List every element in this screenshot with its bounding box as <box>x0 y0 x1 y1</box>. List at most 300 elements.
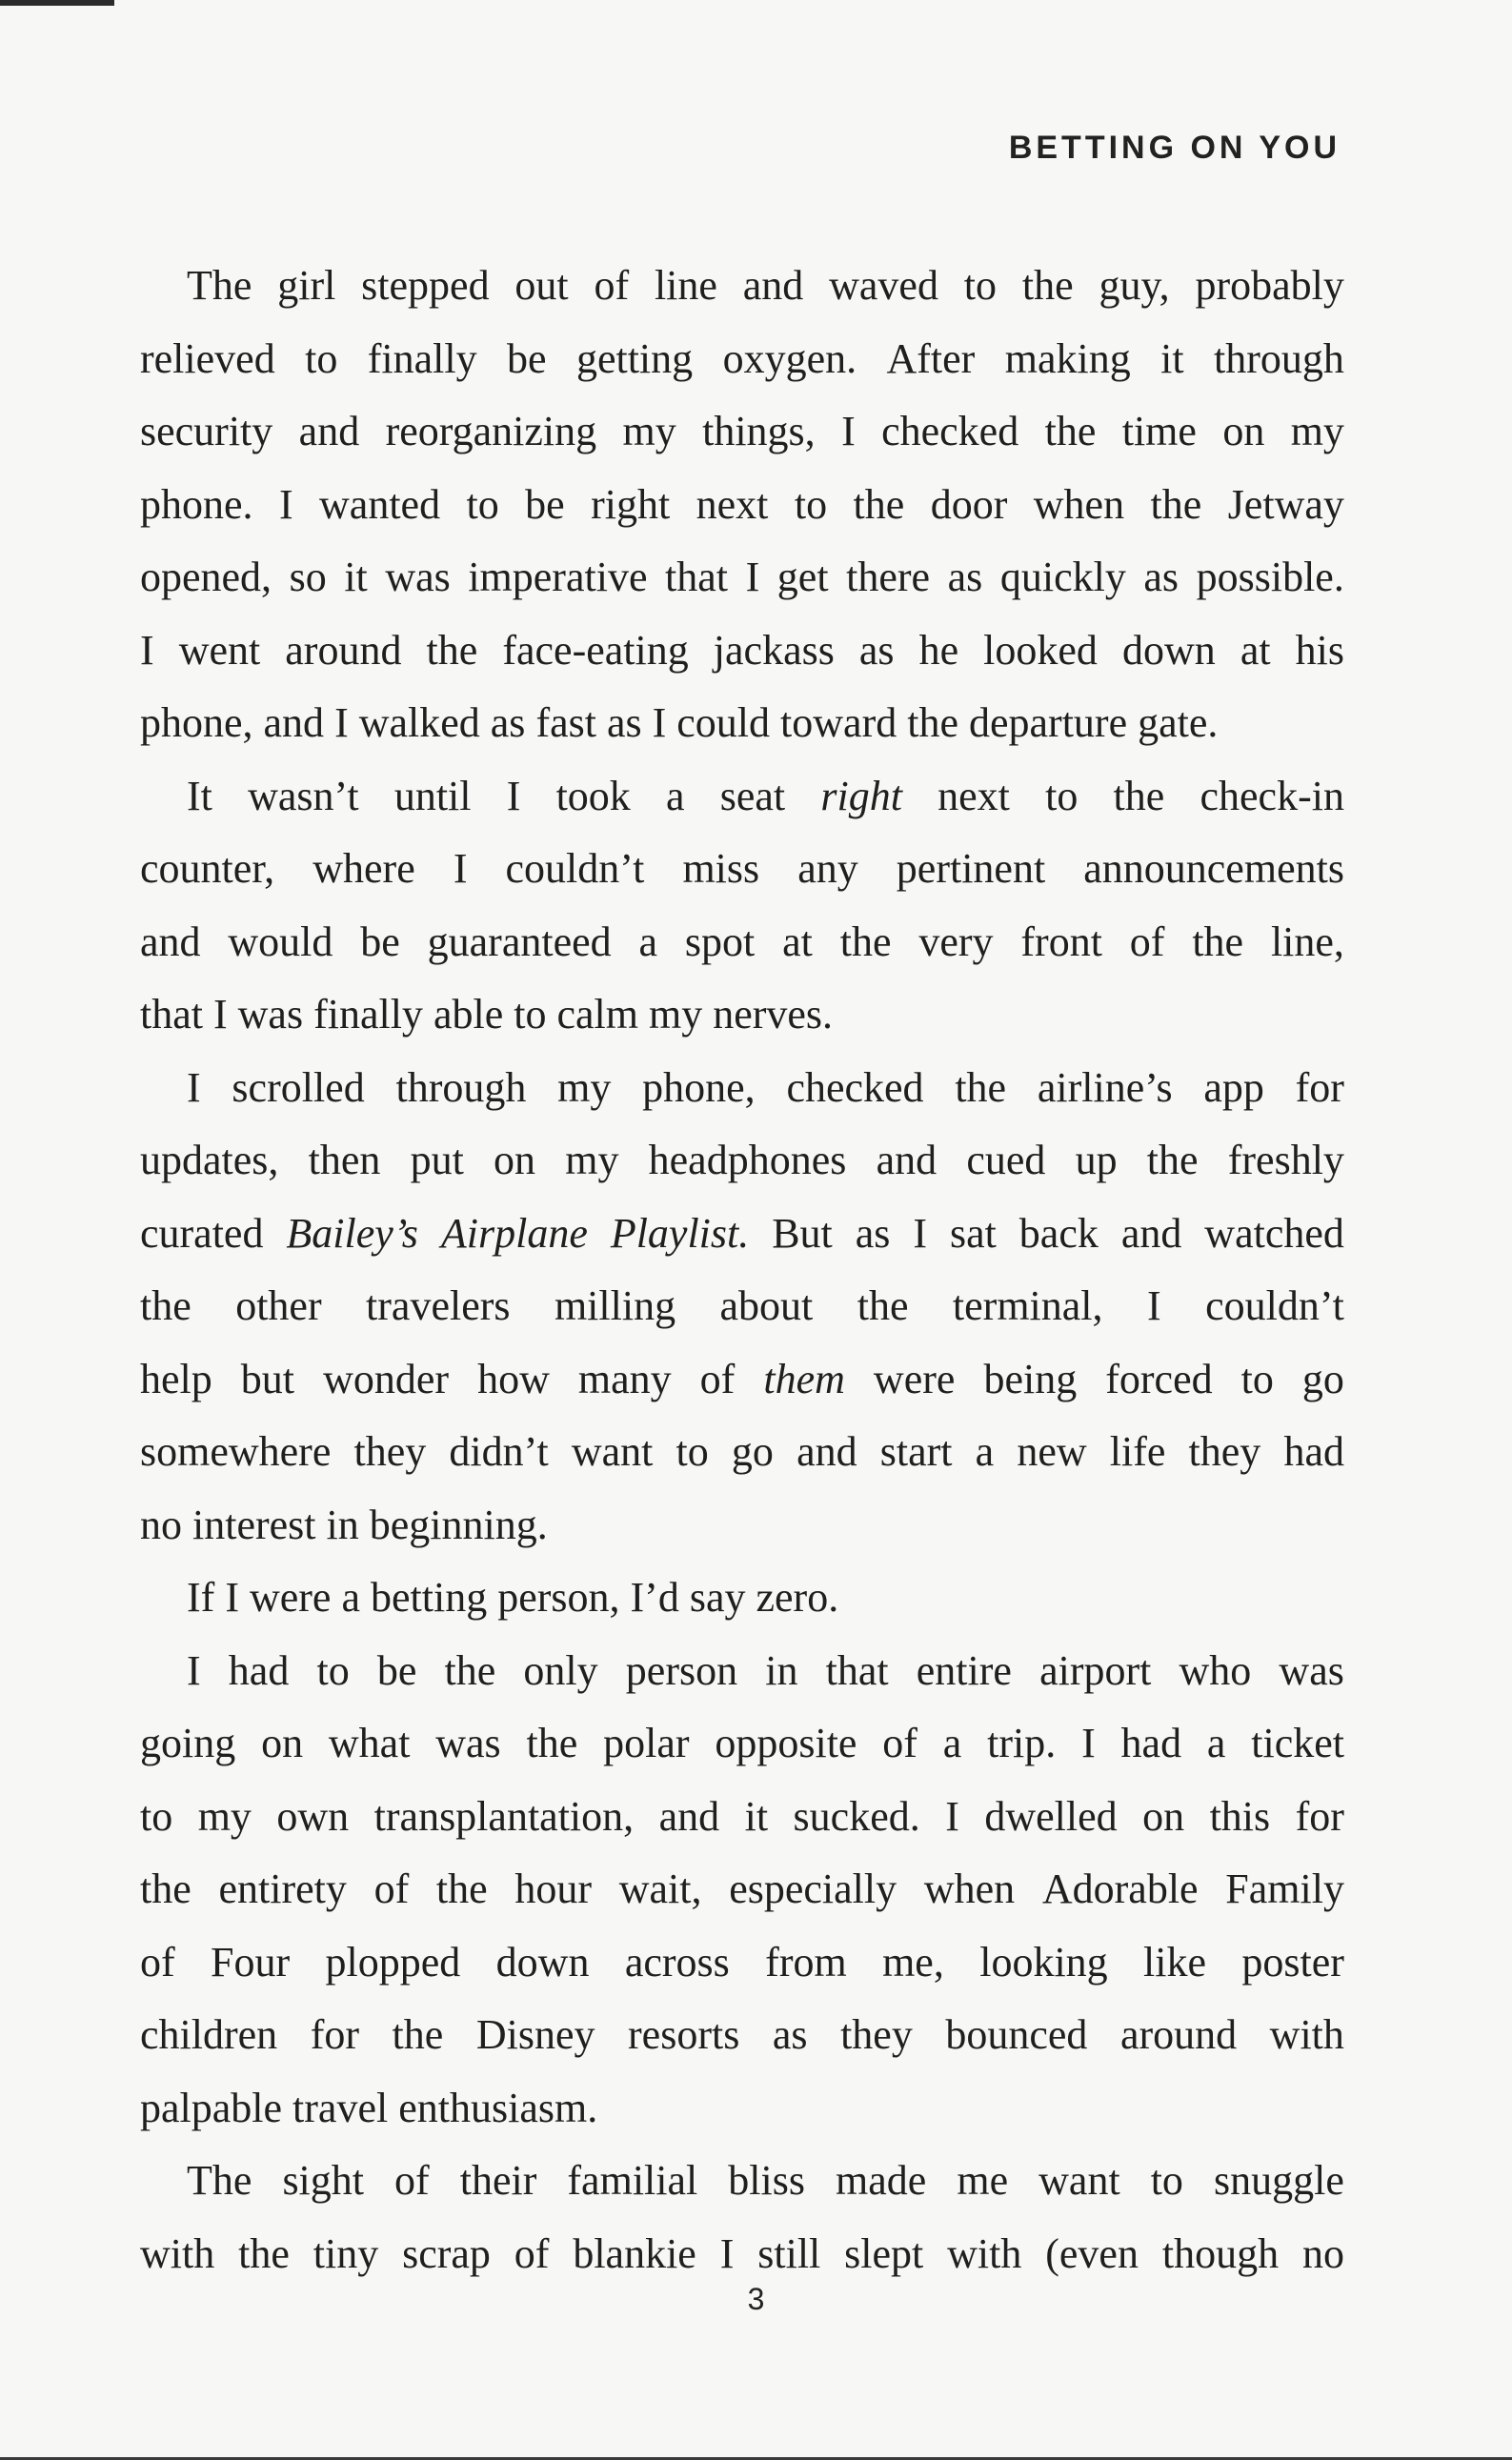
word: I <box>1146 1282 1161 1329</box>
word: go <box>731 1428 774 1475</box>
word: calm <box>556 991 638 1038</box>
word: relieved <box>140 334 275 382</box>
word: gate. <box>1138 699 1219 746</box>
word: to <box>675 1428 709 1475</box>
word: pertinent <box>896 845 1046 892</box>
word: resorts <box>628 2011 740 2058</box>
word: in <box>765 1646 798 1694</box>
word: until <box>393 772 472 819</box>
text-line <box>140 1052 1344 1125</box>
top-edge-rule <box>0 0 114 6</box>
word: down <box>495 1938 590 1986</box>
word: back <box>1018 1209 1099 1257</box>
word: didn’t <box>449 1428 549 1475</box>
word: things, <box>702 408 816 454</box>
word: quickly <box>999 554 1126 600</box>
word: was <box>1279 1646 1344 1694</box>
word: phone, <box>642 1063 756 1111</box>
word: be <box>376 1646 417 1694</box>
word: the <box>839 917 892 965</box>
word: forced <box>1105 1355 1213 1402</box>
word: miss <box>682 845 760 892</box>
word: spot <box>684 917 756 965</box>
text-line <box>140 2218 1344 2291</box>
word: as <box>1143 554 1179 600</box>
word: through <box>395 1063 527 1111</box>
word: Four <box>211 1938 291 1986</box>
word: blankie <box>573 2229 696 2277</box>
word: poster <box>1241 1938 1344 1986</box>
word: travel <box>292 2084 389 2131</box>
word: still <box>757 2229 821 2277</box>
word: scrap <box>402 2229 491 2277</box>
word: on <box>494 1137 536 1183</box>
word: and <box>742 262 804 309</box>
text-line <box>140 250 1344 323</box>
word: If <box>187 1574 215 1621</box>
word: terminal, <box>952 1282 1103 1329</box>
word: going <box>140 1720 236 1766</box>
word: departure <box>969 699 1128 746</box>
word: for <box>310 2011 360 2058</box>
word: many <box>577 1355 672 1402</box>
word: as <box>855 1209 891 1257</box>
word: how <box>477 1355 550 1402</box>
word: though <box>1161 2229 1280 2277</box>
word: opposite <box>715 1720 857 1766</box>
word: my <box>197 1792 252 1840</box>
word: who <box>1179 1646 1252 1694</box>
word: The <box>187 262 252 309</box>
word: at <box>1240 626 1271 674</box>
word: be <box>507 334 547 382</box>
word: right <box>591 480 671 528</box>
word: checked <box>786 1063 924 1111</box>
word: was <box>435 1720 501 1766</box>
word: watched <box>1204 1209 1344 1257</box>
word: guy, <box>1099 262 1170 309</box>
word: were <box>249 1574 332 1621</box>
word: life <box>1109 1428 1166 1475</box>
word: possible. <box>1196 554 1344 600</box>
word: snuggle <box>1213 2157 1344 2204</box>
word: me, <box>882 1938 944 1986</box>
word: my <box>565 1137 619 1183</box>
word: especially <box>729 1865 897 1912</box>
word: being <box>983 1355 1078 1402</box>
word: Airplane <box>440 1209 588 1257</box>
word: I <box>278 480 293 528</box>
word: girl <box>277 262 336 309</box>
word: through <box>1214 334 1344 382</box>
word: front <box>1020 917 1102 965</box>
word: of <box>373 1865 410 1912</box>
word: scrolled <box>232 1063 365 1111</box>
word: ticket <box>1251 1720 1344 1766</box>
word: the <box>426 626 478 674</box>
word: the <box>1113 772 1165 819</box>
word: from <box>765 1938 847 1986</box>
word: looked <box>983 626 1098 674</box>
word: updates, <box>140 1137 279 1183</box>
word: with <box>140 2229 215 2277</box>
word: person <box>625 1646 738 1694</box>
word: toward <box>780 699 897 746</box>
text-line <box>140 469 1344 542</box>
word: could <box>676 699 771 746</box>
word: my <box>622 408 676 454</box>
word: sight <box>282 2157 365 2204</box>
word: couldn’t <box>1205 1282 1344 1329</box>
word: reorganizing <box>385 408 597 454</box>
word: After <box>886 334 976 382</box>
word: for <box>1295 1792 1344 1840</box>
word: nerves. <box>713 991 834 1038</box>
word: had <box>1283 1428 1344 1475</box>
word: bliss <box>728 2157 805 2204</box>
word: I <box>334 699 349 746</box>
running-head: BETTING ON YOU <box>1008 130 1341 166</box>
word: my <box>1290 408 1344 454</box>
word: any <box>797 845 858 892</box>
word: them <box>763 1355 845 1402</box>
word: counter, <box>140 845 275 892</box>
word: I <box>453 845 468 892</box>
body-text <box>140 250 1344 2290</box>
word: milling <box>554 1282 676 1329</box>
word: I <box>506 772 521 819</box>
page-number: 3 <box>747 2282 765 2316</box>
word: be <box>360 917 400 965</box>
word: I <box>140 626 154 674</box>
word: when <box>1033 480 1125 528</box>
word: seat <box>719 772 786 819</box>
word: to <box>316 1646 350 1694</box>
word: a <box>942 1720 962 1766</box>
word: to <box>1150 2157 1183 2204</box>
word: security <box>140 408 273 454</box>
word: the <box>444 1646 496 1694</box>
word: went <box>178 626 261 674</box>
word: tiny <box>312 2229 379 2277</box>
text-line <box>140 1707 1344 1781</box>
word: oxygen. <box>722 334 857 382</box>
word: the <box>140 1282 192 1329</box>
word: I <box>225 1574 239 1621</box>
word: for <box>1295 1063 1344 1111</box>
text-line <box>140 1562 1344 1635</box>
word: familial <box>567 2157 698 2204</box>
word: interest <box>192 1501 316 1548</box>
word: around <box>1119 2011 1238 2058</box>
word: the <box>1021 262 1074 309</box>
word: betting <box>371 1574 488 1621</box>
word: the <box>1146 1137 1199 1183</box>
word: The <box>187 2157 252 2204</box>
word: about <box>719 1282 814 1329</box>
word: of <box>882 1720 917 1766</box>
word: looking <box>979 1938 1108 1986</box>
word: there <box>846 554 931 600</box>
word: finally <box>313 991 423 1038</box>
word: that <box>665 554 729 600</box>
word: only <box>523 1646 598 1694</box>
word: it <box>744 1792 769 1840</box>
word: phone. <box>140 480 253 528</box>
word: of <box>514 2229 550 2277</box>
word: start <box>879 1428 953 1475</box>
word: Playlist. <box>610 1209 750 1257</box>
word: the <box>392 2011 444 2058</box>
word: sat <box>949 1209 997 1257</box>
text-line <box>140 1416 1344 1489</box>
text-line <box>140 1270 1344 1343</box>
word: would <box>228 917 333 965</box>
word: and <box>1120 1209 1182 1257</box>
word: a <box>638 917 658 965</box>
word: phone, <box>140 699 253 746</box>
word: it <box>1160 334 1184 382</box>
word: couldn’t <box>505 845 645 892</box>
word: like <box>1143 1938 1207 1986</box>
word: down <box>1121 626 1216 674</box>
word: the <box>1044 408 1097 454</box>
word: opened, <box>140 554 272 600</box>
word: the <box>435 1865 488 1912</box>
word: I <box>913 1209 927 1257</box>
word: say <box>689 1574 746 1621</box>
word: that <box>140 991 203 1038</box>
word: me <box>957 2157 1009 2204</box>
text-line <box>140 1489 1344 1563</box>
word: waved <box>829 262 938 309</box>
word: took <box>555 772 631 819</box>
word: I <box>1081 1720 1096 1766</box>
word: hour <box>514 1865 593 1912</box>
word: airport <box>1039 1646 1152 1694</box>
word: jackass <box>713 626 835 674</box>
word: probably <box>1195 262 1344 309</box>
word: wasn’t <box>248 772 359 819</box>
word: but <box>240 1355 295 1402</box>
word: I <box>652 699 667 746</box>
word: Adorable <box>1041 1865 1199 1912</box>
word: to <box>963 262 998 309</box>
text-line <box>140 760 1344 834</box>
text-line <box>140 2072 1344 2146</box>
word: they <box>353 1428 427 1475</box>
word: so <box>289 554 327 600</box>
word: my <box>557 1063 612 1111</box>
word: had <box>1120 1720 1182 1766</box>
word: with <box>947 2229 1022 2277</box>
word: as <box>858 626 895 674</box>
word: plopped <box>325 1938 461 1986</box>
word: curated <box>140 1209 264 1257</box>
word: the <box>1150 480 1202 528</box>
word: a <box>666 772 685 819</box>
word: airline’s <box>1037 1063 1173 1111</box>
word: the <box>955 1063 1007 1111</box>
word: Bailey’s <box>286 1209 418 1257</box>
text-line <box>140 541 1344 615</box>
word: to <box>140 1792 173 1840</box>
word: they <box>840 2011 913 2058</box>
word: want <box>1038 2157 1120 2204</box>
word: wait, <box>618 1865 702 1912</box>
word: on <box>1222 408 1265 454</box>
word: on <box>1142 1792 1185 1840</box>
word: freshly <box>1227 1137 1344 1183</box>
word: I <box>187 1063 201 1111</box>
word: the <box>1192 917 1244 965</box>
word: able <box>433 991 504 1038</box>
word: other <box>235 1282 322 1329</box>
word: very <box>918 917 994 965</box>
word: the <box>907 699 958 746</box>
word: what <box>328 1720 411 1766</box>
word: beginning. <box>369 1501 548 1548</box>
word: to <box>1045 772 1079 819</box>
word: was <box>385 554 451 600</box>
word: and <box>263 699 325 746</box>
word: help <box>140 1355 212 1402</box>
word: fast <box>535 699 596 746</box>
text-line <box>140 687 1344 760</box>
word: slept <box>844 2229 924 2277</box>
word: and <box>298 408 360 454</box>
word: person, <box>497 1574 620 1621</box>
word: of <box>594 262 630 309</box>
word: had <box>228 1646 290 1694</box>
word: then <box>308 1137 381 1183</box>
word: of <box>394 2157 430 2204</box>
word: to <box>305 334 338 382</box>
word: get <box>776 554 829 600</box>
word: headphones <box>648 1137 847 1183</box>
word: at <box>782 917 813 965</box>
text-line <box>140 1124 1344 1198</box>
word: his <box>1295 626 1344 674</box>
word: cued <box>966 1137 1046 1183</box>
word: It <box>187 772 212 819</box>
word: around <box>285 626 402 674</box>
word: the <box>857 1282 909 1329</box>
word: they <box>1188 1428 1261 1475</box>
word: finally <box>367 334 477 382</box>
word: was <box>237 991 304 1038</box>
word: right <box>820 772 902 819</box>
word: of <box>140 1938 175 1986</box>
text-line <box>140 395 1344 469</box>
word: sucked. <box>793 1792 920 1840</box>
word: that <box>825 1646 889 1694</box>
word: check-in <box>1200 772 1344 819</box>
text-line <box>140 1635 1344 1708</box>
text-line <box>140 1198 1344 1271</box>
word: dwelled <box>984 1792 1118 1840</box>
word: this <box>1209 1792 1271 1840</box>
word: and <box>658 1792 720 1840</box>
word: making <box>1004 334 1131 382</box>
word: time <box>1121 408 1197 454</box>
word: the <box>853 480 905 528</box>
text-line <box>140 1926 1344 2000</box>
word: (even <box>1045 2229 1139 2277</box>
word: imperative <box>468 554 648 600</box>
word: app <box>1203 1063 1264 1111</box>
word: next <box>696 480 769 528</box>
word: and <box>796 1428 857 1475</box>
text-line <box>140 833 1344 906</box>
word: announcements <box>1083 845 1344 892</box>
word: as <box>490 699 526 746</box>
word: palpable <box>140 2084 283 2131</box>
word: a <box>1206 1720 1226 1766</box>
word: of <box>699 1355 736 1402</box>
text-line <box>140 1853 1344 1926</box>
word: of <box>1129 917 1165 965</box>
word: travelers <box>366 1282 511 1329</box>
word: trip. <box>987 1720 1057 1766</box>
word: were <box>873 1355 956 1402</box>
word: face-eating <box>502 626 689 674</box>
word: Disney <box>475 2011 595 2058</box>
word: he <box>918 626 959 674</box>
word: on <box>261 1720 304 1766</box>
word: in <box>326 1501 359 1548</box>
word: transplantation, <box>373 1792 635 1840</box>
word: be <box>525 480 565 528</box>
word: across <box>624 1938 730 1986</box>
text-line <box>140 906 1344 979</box>
word: bounced <box>945 2011 1088 2058</box>
word: I <box>841 408 856 454</box>
word: and <box>876 1137 937 1183</box>
word: as <box>772 2011 808 2058</box>
word: line, <box>1270 917 1344 965</box>
word: no <box>140 1501 182 1548</box>
word: children <box>140 2011 278 2058</box>
word: to <box>794 480 828 528</box>
word: a <box>975 1428 995 1475</box>
word: wonder <box>323 1355 450 1402</box>
word: when <box>923 1865 1016 1912</box>
word: polar <box>603 1720 690 1766</box>
word: want <box>571 1428 654 1475</box>
word: entirety <box>218 1865 347 1912</box>
word: I <box>212 991 228 1038</box>
word: next <box>937 772 1010 819</box>
word: own <box>276 1792 350 1840</box>
word: and <box>140 917 201 965</box>
word: Jetway <box>1227 480 1344 528</box>
text-line <box>140 323 1344 396</box>
word: line <box>654 262 717 309</box>
word: to <box>1240 1355 1274 1402</box>
word: walked <box>358 699 480 746</box>
word: Family <box>1225 1865 1344 1912</box>
word: to <box>466 480 499 528</box>
word: with <box>1269 2011 1344 2058</box>
word: my <box>648 991 703 1038</box>
word: checked <box>881 408 1019 454</box>
word: the <box>526 1720 578 1766</box>
word: as <box>606 699 642 746</box>
word: their <box>459 2157 537 2204</box>
word: the <box>140 1865 192 1912</box>
word: it <box>344 554 368 600</box>
